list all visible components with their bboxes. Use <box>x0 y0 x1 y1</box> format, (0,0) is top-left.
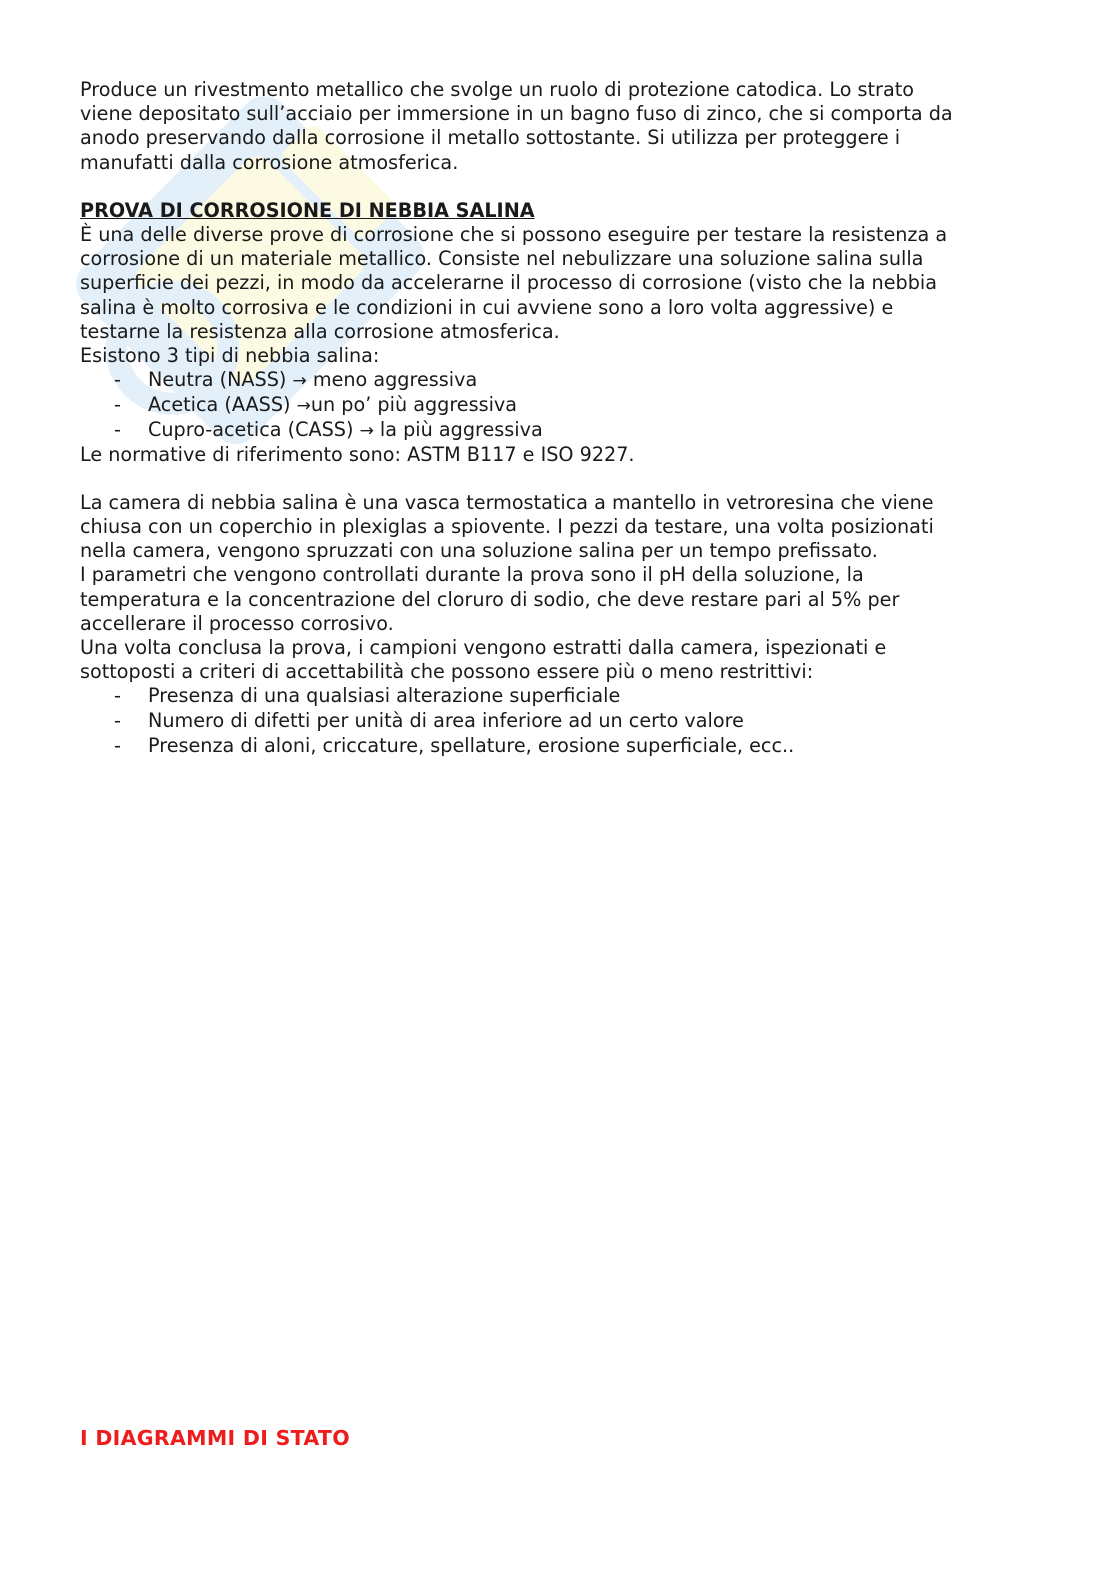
chamber-line: La camera di nebbia salina è una vasca termostatica a mantello in vetroresina che viene <box>80 490 934 514</box>
chamber-line: accellerare il processo corrosivo. <box>80 611 394 635</box>
list-dash: - <box>114 734 121 758</box>
description-line: corrosione di un materiale metallico. Consiste nel nebulizzare una soluzione salina sulla <box>80 247 924 271</box>
list-item <box>80 684 1030 709</box>
criterion-text: Numero di difetti per unità di area inferiore ad un certo valore <box>148 709 744 733</box>
description-line: È una delle diverse prove di corrosione che si possono eseguire per testare la resistenza a <box>80 223 948 247</box>
arrow-right-icon: → <box>292 371 307 392</box>
list-item <box>80 734 1030 759</box>
list-item <box>80 709 1030 734</box>
spacer <box>80 467 1030 491</box>
acceptance-criteria-list <box>80 684 1030 758</box>
spacer <box>80 175 1030 199</box>
type-description: meno aggressiva <box>312 368 478 392</box>
intro-line: Produce un rivestmento metallico che svolge un ruolo di protezione catodica. Lo strato <box>80 78 914 101</box>
chamber-line: sottoposti a criteri di accettabilità che possono essere più o meno restrittivi: <box>80 660 814 684</box>
arrow-right-icon: → <box>296 396 311 417</box>
list-item <box>80 418 1030 443</box>
chapter-title: I DIAGRAMMI DI STATO <box>80 1426 350 1450</box>
chamber-line: Una volta conclusa la prova, i campioni vengono estratti dalla camera, ispezionati e <box>80 636 887 660</box>
list-dash: - <box>114 368 121 392</box>
type-description: la più aggressiva <box>379 417 543 441</box>
list-item <box>80 368 1030 393</box>
description-line: salina è molto corrosiva e le condizioni in cui avviene sono a loro volta aggressive) e <box>80 295 894 319</box>
list-dash: - <box>114 684 121 708</box>
description-line: Esistono 3 tipi di nebbia salina: <box>80 344 380 368</box>
intro-line: anodo preservando dalla corrosione il metallo sottostante. Si utilizza per proteggere i <box>80 126 901 150</box>
section-heading: PROVA DI CORROSIONE DI NEBBIA SALINA <box>80 198 535 222</box>
description-line: superficie dei pezzi, in modo da accelerarne il processo di corrosione (visto che la nebbia <box>80 271 937 295</box>
chamber-line: temperatura e la concentrazione del cloruro di sodio, che deve restare pari al 5% per <box>80 587 900 611</box>
list-item <box>80 393 1030 418</box>
document-body <box>80 78 1030 759</box>
list-dash: - <box>114 393 121 417</box>
description-line: testarne la resistenza alla corrosione atmosferica. <box>80 319 560 343</box>
chamber-line: nella camera, vengono spruzzati con una soluzione salina per un tempo prefissato. <box>80 539 878 563</box>
criterion-text: Presenza di una qualsiasi alterazione superficiale <box>148 684 621 708</box>
type-description: un po’ più aggressiva <box>310 393 518 417</box>
type-name: Acetica (AASS) <box>148 393 291 417</box>
criterion-text: Presenza di aloni, criccature, spellature, erosione superficiale, ecc.. <box>148 734 795 758</box>
chamber-paragraph <box>80 491 1030 685</box>
norms-line: Le normative di riferimento sono: ASTM B117 e ISO 9227. <box>80 442 635 466</box>
list-dash: - <box>114 417 121 441</box>
arrow-right-icon: → <box>359 420 374 441</box>
description-paragraph <box>80 223 1030 368</box>
type-name: Neutra (NASS) <box>148 368 287 392</box>
list-dash: - <box>114 709 121 733</box>
chamber-line: chiusa con un coperchio in plexiglas a spiovente. I pezzi da testare, una volta posizionati <box>80 515 934 539</box>
salt-spray-types-list <box>80 368 1030 442</box>
intro-line: manufatti dalla corrosione atmosferica. <box>80 150 459 174</box>
intro-line: viene depositato sull’acciaio per immersione in un bagno fuso di zinco, che si comporta da <box>80 102 953 126</box>
chamber-line: I parametri che vengono controllati durante la prova sono il pH della soluzione, la <box>80 563 864 587</box>
intro-paragraph <box>80 78 1030 175</box>
type-name: Cupro-acetica (CASS) <box>148 417 354 441</box>
